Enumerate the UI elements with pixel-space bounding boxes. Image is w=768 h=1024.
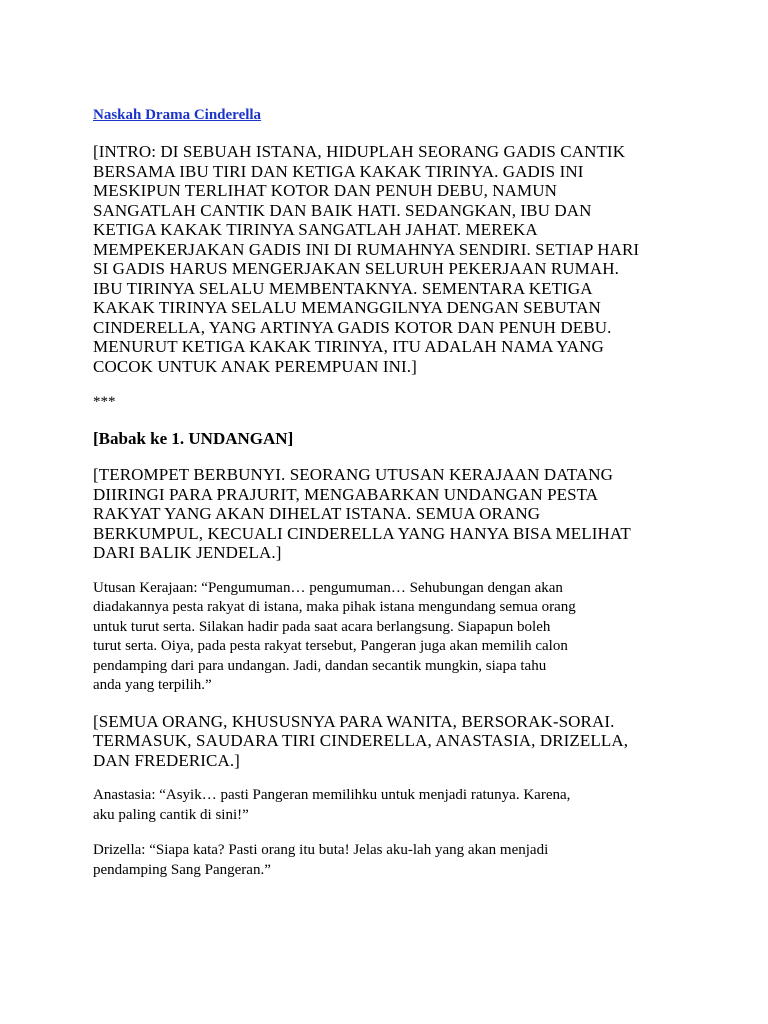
intro-paragraph: [INTRO: DI SEBUAH ISTANA, HIDUPLAH SEORANG GADIS CANTIK BERSAMA IBU TIRI DAN KETIGA KAKAK TIRINYA. GADIS INI MESKIPUN TERLIHAT KOTOR DAN PENUH DEBU, NAMUN SANGATLAH CANTIK DAN BAIK HATI. SEDANGKAN, IBU DAN KETIGA KAKAK TIRINYA SANGATLAH JAHAT. MEREKA MEMPEKERJAKAN GADIS INI DI RUMAHNYA SENDIRI. SETIAP HARI SI GADIS HARUS MENGERJAKAN SELURUH PEKERJAAN RUMAH. IBU TIRINYA SELALU MEMBENTAKNYA. SEMENTARA KETIGA KAKAK TIRINYA SELALU MEMANGGILNYA DENGAN SEBUTAN CINDERELLA, YANG ARTINYA GADIS KOTOR DAN PENUH DEBU. MENURUT KETIGA KAKAK TIRINYA, ITU ADALAH NAMA YANG COCOK UNTUK ANAK PEREMPUAN INI.] [93,142,640,376]
dialogue-drizella: Drizella: “Siapa kata? Pasti orang itu buta! Jelas aku-lah yang akan menjadi pendamping Sang Pangeran.” [93,842,549,878]
section-separator: *** [93,394,116,410]
stage-direction-1: [TEROMPET BERBUNYI. SEORANG UTUSAN KERAJAAN DATANG DIIRINGI PARA PRAJURIT, MENGABARKAN UNDANGAN PESTA RAKYAT YANG AKAN DIHELAT ISTANA. SEMUA ORANG BERKUMPUL, KECUALI CINDERELLA YANG HANYA BISA MELIHAT DARI BALIK JENDELA.] [93,465,631,562]
act-heading: [Babak ke 1. UNDANGAN] [93,429,294,448]
dialogue-anastasia: Anastasia: “Asyik… pasti Pangeran memilihku untuk menjadi ratunya. Karena, aku paling cantik di sini!” [93,787,571,823]
document-page [93,104,693,896]
document-title-link[interactable]: Naskah Drama Cinderella [93,107,262,123]
dialogue-utusan-kerajaan: Utusan Kerajaan: “Pengumuman… pengumuman… Sehubungan dengan akan diadakannya pesta rakyat di istana, maka pihak istana mengundang semua orang untuk turut serta. Silakan hadir pada saat acara berlangsung. Siapapun boleh turut serta. Oiya, pada pesta rakyat tersebut, Pangeran juga akan memilih calon pendamping dari para undangan. Jadi, dandan secantik mungkin, siapa tahu anda yang terpilih.” [93,579,576,693]
stage-direction-2: [SEMUA ORANG, KHUSUSNYA PARA WANITA, BERSORAK-SORAI. TERMASUK, SAUDARA TIRI CINDERELLA, ANASTASIA, DRIZELLA, DAN FREDERICA.] [93,711,629,770]
